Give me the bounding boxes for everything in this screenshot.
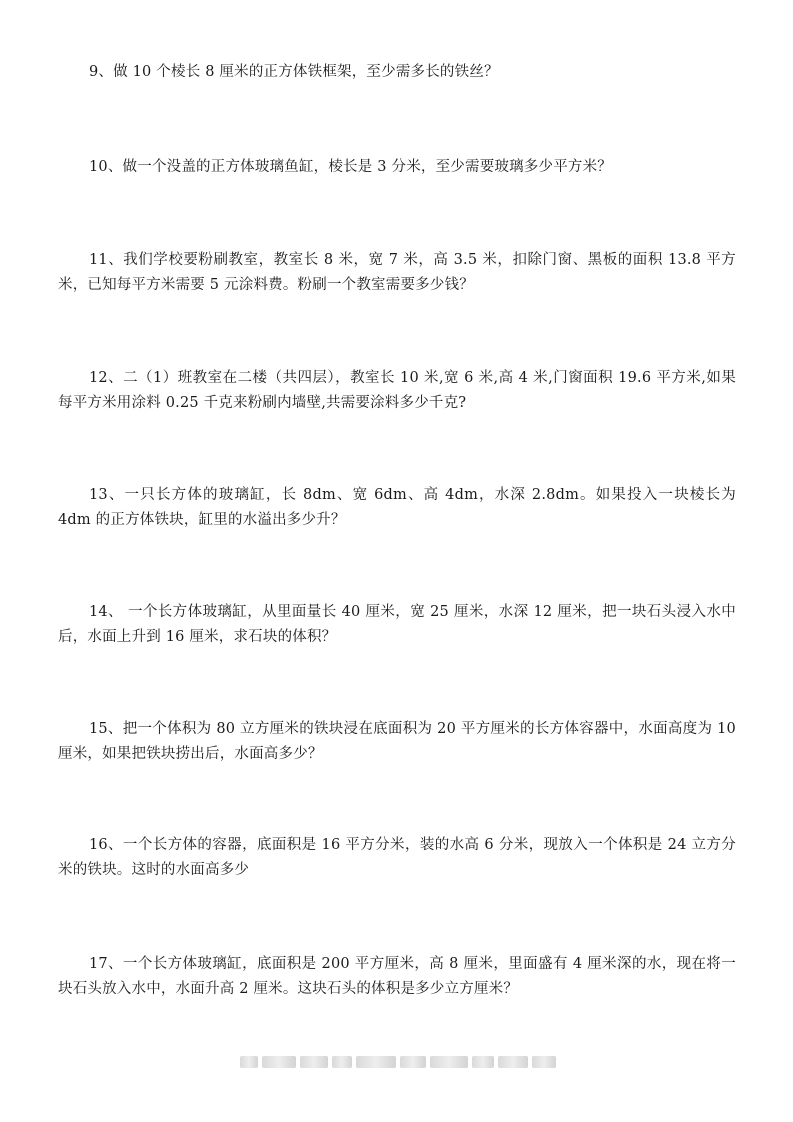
- question-16: 16、一个长方体的容器，底面积是 16 平方分米，装的水高 6 分米，现放入一个体积是 24 立方分米的铁块。这时的水面高多少: [58, 837, 736, 878]
- question-9: 9、做 10 个棱长 8 厘米的正方体铁框架，至少需多长的铁丝？: [89, 64, 499, 80]
- question-10: 10、做一个没盖的正方体玻璃鱼缸，棱长是 3 分米，至少需要玻璃多少平方米？: [89, 159, 612, 175]
- question-13: 13、一只长方体的玻璃缸，长 8dm、宽 6dm、高 4dm，水深 2.8dm。如果投入一块棱长为 4dm 的正方体铁块，缸里的水溢出多少升？: [58, 487, 736, 528]
- question-12: 12、二（1）班教室在二楼（共四层），教室长 10 米,宽 6 米,高 4 米,门窗面积 19.6 平方米,如果每平方米用涂料 0.25 千克来粉刷内墙壁,共需要涂料多少千克?: [58, 370, 736, 411]
- question-14: 14、 一个长方体玻璃缸，从里面量长 40 厘米，宽 25 厘米，水深 12 厘米，把一块石头浸入水中后，水面上升到 16 厘米，求石块的体积？: [58, 604, 736, 645]
- blurred-watermark: [240, 1056, 556, 1068]
- question-17: 17、一个长方体玻璃缸，底面积是 200 平方厘米，高 8 厘米，里面盛有 4 厘米深的水，现在将一块石头放入水中，水面升高 2 厘米。这块石头的体积是多少立方厘米？: [58, 956, 736, 997]
- question-15: 15、把一个体积为 80 立方厘米的铁块浸在底面积为 20 平方厘米的长方体容器中，水面高度为 10 厘米，如果把铁块捞出后，水面高多少？: [58, 721, 736, 762]
- question-11: 11、我们学校要粉刷教室，教室长 8 米，宽 7 米，高 3.5 米，扣除门窗、黑板的面积 13.8 平方米，已知每平方米需要 5 元涂料费。粉刷一个教室需要多少钱？: [58, 252, 736, 293]
